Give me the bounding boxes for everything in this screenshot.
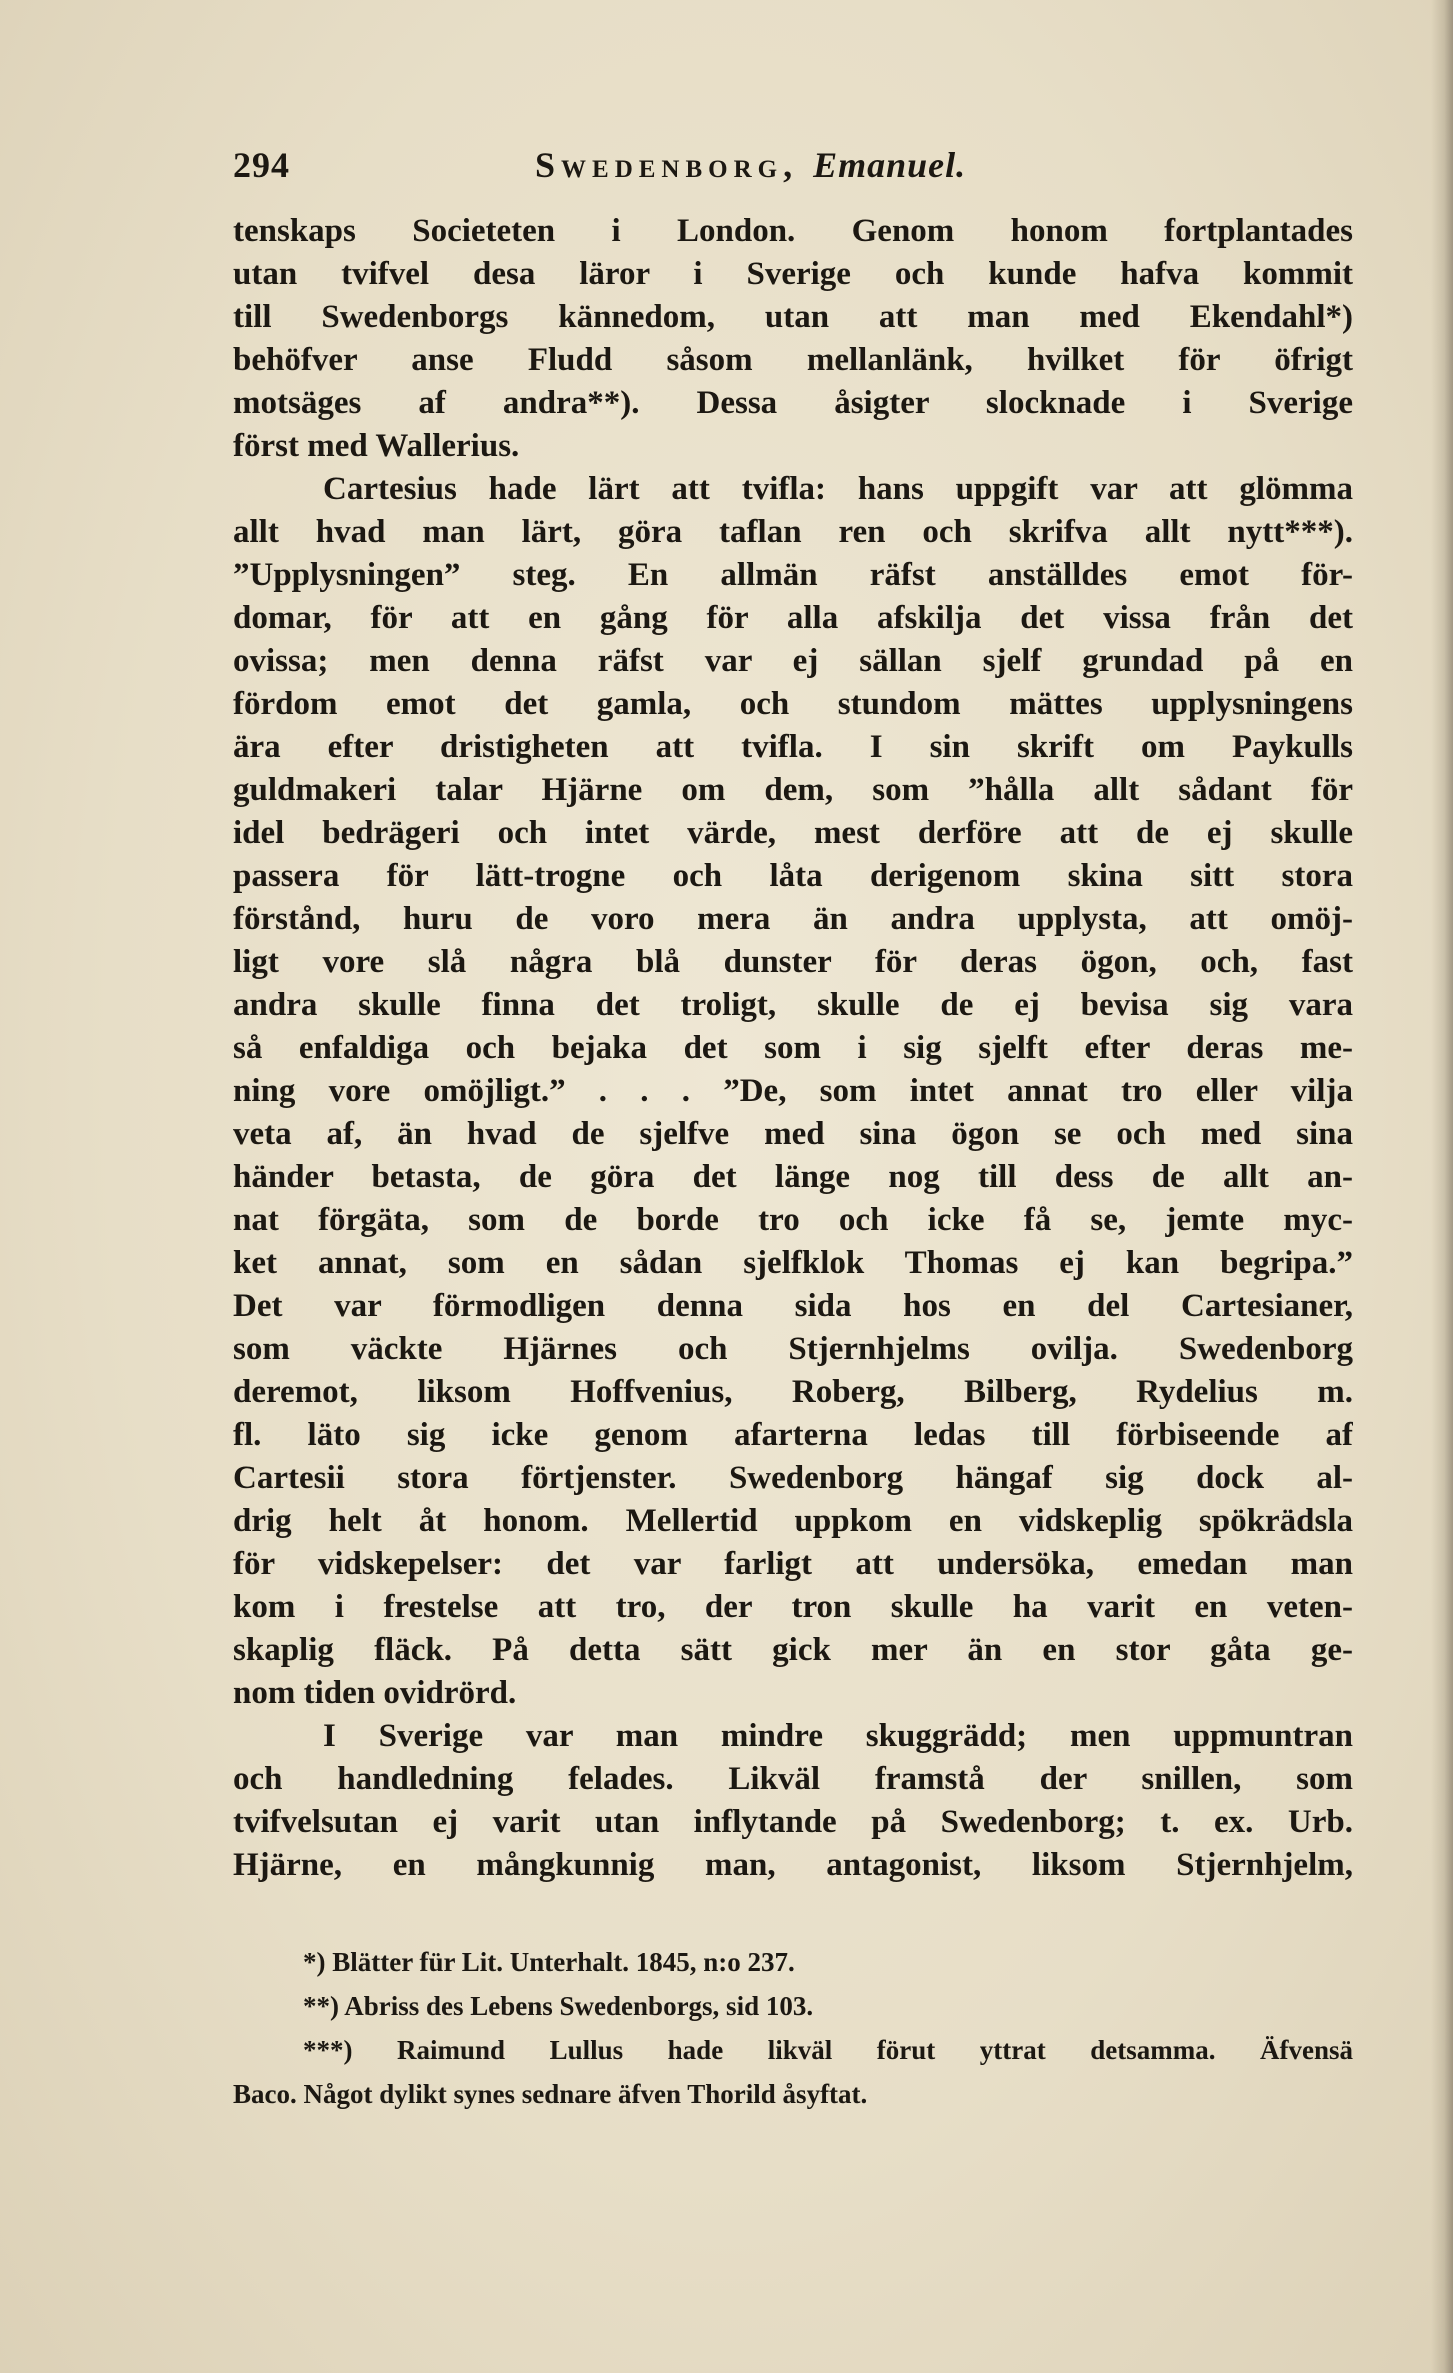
text-line: Hjärne, en mångkunnig man, antagonist, liksom Stjernhjelm, [233, 1847, 1353, 1883]
text-line: Det var förmodligen denna sida hos en del Cartesianer, [233, 1288, 1353, 1324]
text-line: passera för lätt-trogne och låta derigenom skina sitt stora [233, 858, 1353, 894]
text-line: ära efter dristigheten att tvifla. I sin skrift om Paykulls [233, 729, 1353, 765]
footnote: **) Abriss des Lebens Swedenborgs, sid 103. [303, 1991, 814, 2021]
footnotes [233, 1940, 1353, 2116]
text-line: först med Wallerius. [233, 428, 520, 464]
text-line: ket annat, som en sådan sjelfklok Thomas ej kan begripa.” [233, 1245, 1353, 1281]
text-line: så enfaldiga och bejaka det som i sig sjelft efter deras me- [233, 1030, 1353, 1066]
text-line: Cartesii stora förtjenster. Swedenborg hängaf sig dock al- [233, 1460, 1353, 1496]
text-line: fl. läto sig icke genom afarterna ledas till förbiseende af [233, 1417, 1353, 1453]
footnote-continuation: Baco. Något dylikt synes sednare äfven Thorild åsyftat. [233, 2079, 868, 2109]
text-line: andra skulle finna det troligt, skulle de ej bevisa sig vara [233, 987, 1353, 1023]
text-line: ning vore omöjligt.” . . . ”De, som intet annat tro eller vilja [233, 1073, 1353, 1109]
text-line: nom tiden ovidrörd. [233, 1675, 517, 1711]
text-line: till Swedenborgs kännedom, utan att man med Ekendahl*) [233, 299, 1353, 335]
text-line: I Sverige var man mindre skuggrädd; men uppmuntran [323, 1718, 1353, 1754]
text-line: förstånd, huru de voro mera än andra upplysta, att omöj- [233, 901, 1353, 937]
body-text [233, 210, 1353, 1887]
text-line: som väckte Hjärnes och Stjernhjelms ovilja. Swedenborg [233, 1331, 1353, 1367]
text-line: behöfver anse Fludd såsom mellanlänk, hvilket för öfrigt [233, 342, 1353, 378]
text-line: kom i frestelse att tro, der tron skulle ha varit en veten- [233, 1589, 1353, 1625]
text-line: och handledning felades. Likväl framstå der snillen, som [233, 1761, 1353, 1797]
footnote: *) Blätter für Lit. Unterhalt. 1845, n:o 237. [303, 1947, 795, 1977]
text-line: idel bedrägeri och intet värde, mest derföre att de ej skulle [233, 815, 1353, 851]
running-title-forename: Emanuel. [813, 145, 967, 185]
text-line: ligt vore slå några blå dunster för deras ögon, och, fast [233, 944, 1353, 980]
page-number: 294 [233, 145, 290, 185]
text-line: deremot, liksom Hoffvenius, Roberg, Bilberg, Rydelius m. [233, 1374, 1353, 1410]
text-line: utan tvifvel desa läror i Sverige och kunde hafva kommit [233, 256, 1353, 292]
text-line: ”Upplysningen” steg. En allmän räfst anställdes emot för- [233, 557, 1353, 593]
text-line: motsäges af andra**). Dessa åsigter slocknade i Sverige [233, 385, 1353, 421]
text-line: för vidskepelser: det var farligt att undersöka, emedan man [233, 1546, 1353, 1582]
page-header [233, 135, 1353, 195]
page-edge-shadow [1431, 0, 1453, 2373]
text-line: domar, för att en gång för alla afskilja det vissa från det [233, 600, 1353, 636]
text-line: ovissa; men denna räfst var ej sällan sjelf grundad på en [233, 643, 1353, 679]
text-line: drig helt åt honom. Mellertid uppkom en vidskeplig spökrädsla [233, 1503, 1353, 1539]
text-line: allt hvad man lärt, göra taflan ren och skrifva allt nytt***). [233, 514, 1353, 550]
text-line: tenskaps Societeten i London. Genom honom fortplantades [233, 213, 1353, 249]
footnote: ***) Raimund Lullus hade likväl förut yttrat detsamma. Äfvensä [303, 2035, 1353, 2065]
text-line: veta af, än hvad de sjelfve med sina ögon se och med sina [233, 1116, 1353, 1152]
text-line: fördom emot det gamla, och stundom mättes upplysningens [233, 686, 1353, 722]
text-line: guldmakeri talar Hjärne om dem, som ”hålla allt sådant för [233, 772, 1353, 808]
text-line: nat förgäta, som de borde tro och icke få se, jemte myc- [233, 1202, 1353, 1238]
running-title-name: Swedenborg, [535, 145, 799, 185]
text-line: tvifvelsutan ej varit utan inflytande på Swedenborg; t. ex. Urb. [233, 1804, 1353, 1840]
text-line: Cartesius hade lärt att tvifla: hans uppgift var att glömma [323, 471, 1353, 507]
text-line: skaplig fläck. På detta sätt gick mer än en stor gåta ge- [233, 1632, 1353, 1668]
text-line: händer betasta, de göra det länge nog till dess de allt an- [233, 1159, 1353, 1195]
running-title [535, 135, 966, 195]
